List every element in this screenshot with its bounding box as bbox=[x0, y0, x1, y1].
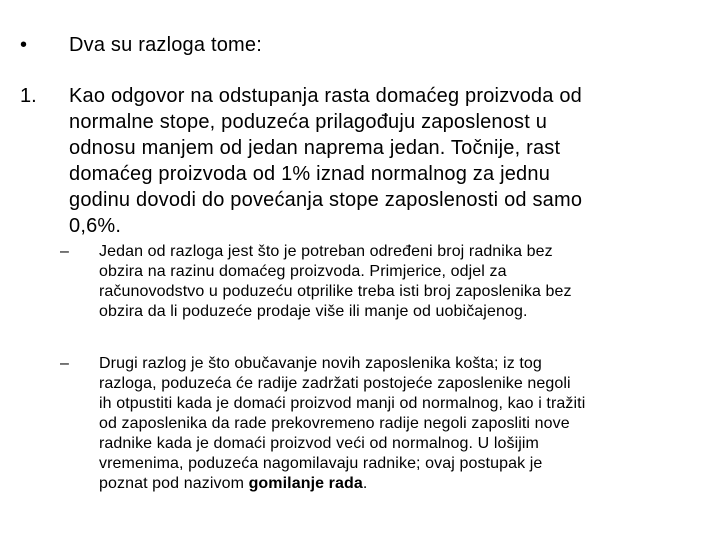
paragraph-line: odnosu manjem od jedan naprema jedan. Točnije, rast bbox=[69, 137, 561, 159]
paragraph-line: obzira da li poduzeće prodaje više ili manje od uobičajenog. bbox=[99, 303, 528, 320]
intro-line: Dva su razloga tome: bbox=[69, 34, 262, 56]
dash-marker: – bbox=[60, 355, 69, 372]
numbered-marker: 1. bbox=[20, 85, 37, 107]
bold-term: gomilanje rada bbox=[248, 475, 363, 492]
paragraph-line: vremenima, poduzeća nagomilavaju radnike; ovaj postupak je bbox=[99, 455, 543, 472]
paragraph-line: Drugi razlog je što obučavanje novih zaposlenika košta; iz tog bbox=[99, 355, 542, 372]
paragraph-line: od zaposlenika da rade prekovremeno radije negoli zaposliti nove bbox=[99, 415, 570, 432]
paragraph-line: Kao odgovor na odstupanja rasta domaćeg proizvoda od bbox=[69, 85, 582, 107]
paragraph-line: računovodstvo u poduzeću otprilike treba isti broj zaposlenika bez bbox=[99, 283, 572, 300]
paragraph-line: godinu dovodi do povećanja stope zaposlenosti od samo bbox=[69, 189, 583, 211]
paragraph-line-last bbox=[99, 474, 585, 494]
paragraph-line: normalne stope, poduzeća prilagođuju zaposlenost u bbox=[69, 111, 548, 133]
paragraph-line: domaćeg proizvoda od 1% iznad normalnog za jednu bbox=[69, 163, 551, 185]
intro-text bbox=[69, 32, 262, 58]
paragraph-line: 0,6%. bbox=[69, 215, 122, 237]
paragraph-line: ih otpustiti kada je domaći proizvod manji od normalnog, kao i tražiti bbox=[99, 395, 586, 412]
paragraph-line: razloga, poduzeća će radije zadržati postojeće zaposlenike negoli bbox=[99, 375, 571, 392]
last-line-suffix: . bbox=[362, 475, 368, 492]
paragraph-line: Jedan od razloga jest što je potreban određeni broj radnika bez bbox=[99, 243, 553, 260]
sub-point-1-paragraph bbox=[99, 242, 572, 322]
last-line-prefix: poznat pod nazivom bbox=[99, 475, 249, 492]
paragraph-line: obzira na razinu domaćeg proizvoda. Primjerice, odjel za bbox=[99, 263, 507, 280]
bullet-marker: • bbox=[20, 34, 28, 56]
sub-point-2-paragraph bbox=[99, 354, 585, 494]
dash-marker: – bbox=[60, 243, 69, 260]
point-1-paragraph bbox=[69, 83, 582, 239]
paragraph-line: radnike kada je domaći proizvod veći od normalnog. U lošijim bbox=[99, 435, 539, 452]
